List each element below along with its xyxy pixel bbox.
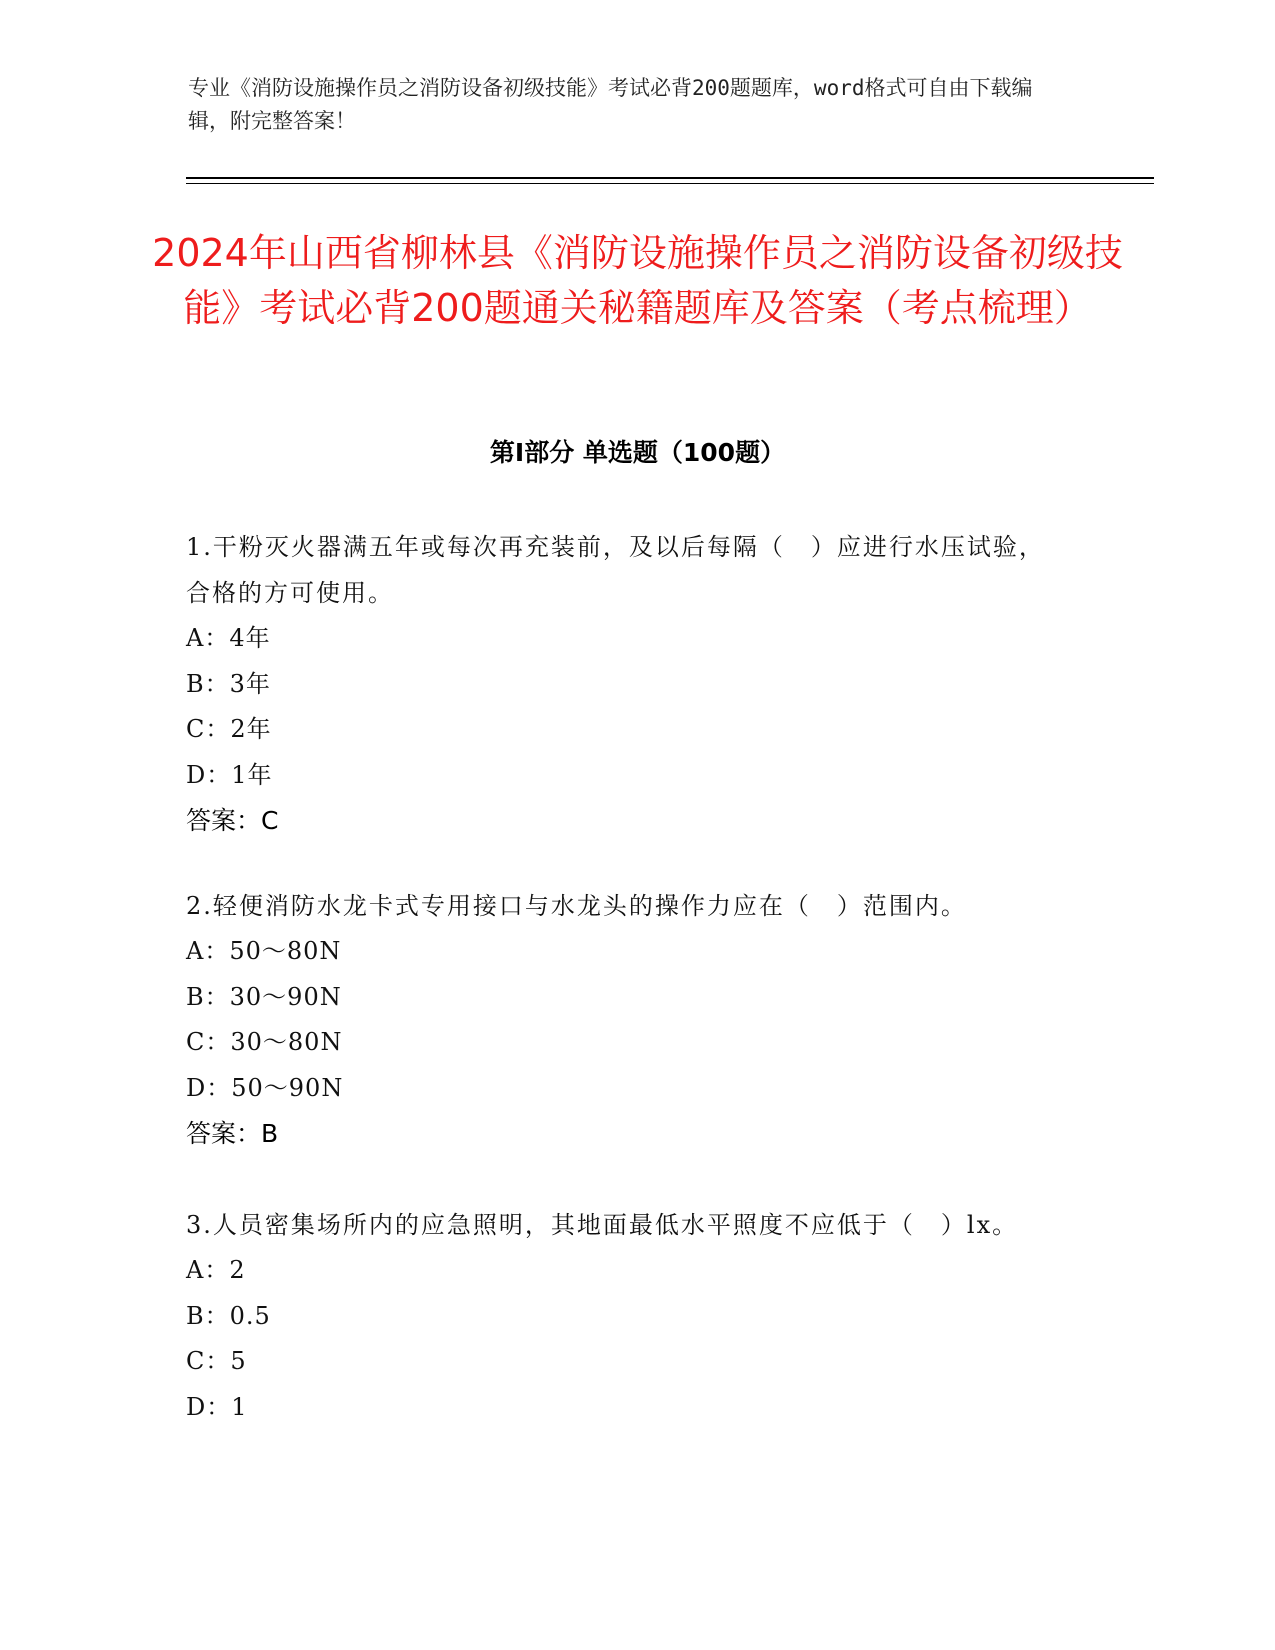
question-2 <box>186 883 1066 1157</box>
option-a: A：50～80N <box>186 937 342 965</box>
option-b: B：3年 <box>186 669 271 698</box>
question-1 <box>186 524 1066 844</box>
option-b: B：0.5 <box>186 1301 271 1330</box>
header-rule-thin <box>186 183 1154 184</box>
question-stem: 3.人员密集场所内的应急照明，其地面最低水平照度不应低于（ ）lx。 <box>186 1211 1019 1239</box>
option-c: C：30～80N <box>186 1028 343 1056</box>
answer: 答案：B <box>186 1119 279 1148</box>
option-c: C：5 <box>186 1347 247 1375</box>
answer: 答案：C <box>186 806 279 835</box>
option-d: D：1 <box>186 1392 248 1421</box>
question-stem: 2.轻便消防水龙卡式专用接口与水龙头的操作力应在（ ）范围内。 <box>186 892 967 920</box>
question-3 <box>186 1202 1066 1430</box>
section-title: 第I部分 单选题（100题） <box>489 438 786 467</box>
option-a: A：2 <box>186 1256 246 1284</box>
option-d: D：50～90N <box>186 1073 344 1102</box>
question-stem: 1.干粉灭火器满五年或每次再充装前，及以后每隔（ ）应进行水压试验，合格的方可使用。 <box>186 533 1045 607</box>
option-c: C：2年 <box>186 715 272 743</box>
option-d: D：1年 <box>186 760 273 789</box>
header-note: 专业《消防设施操作员之消防设备初级技能》考试必背200题题库，word格式可自由下载编辑，附完整答案！ <box>188 76 1033 133</box>
option-a: A：4年 <box>186 624 271 652</box>
option-b: B：30～90N <box>186 982 342 1011</box>
header-rule-thick <box>186 177 1154 179</box>
document-title: 2024年山西省柳林县《消防设施操作员之消防设备初级技能》考试必背200题通关秘籍题库及答案（考点梳理） <box>152 231 1123 330</box>
